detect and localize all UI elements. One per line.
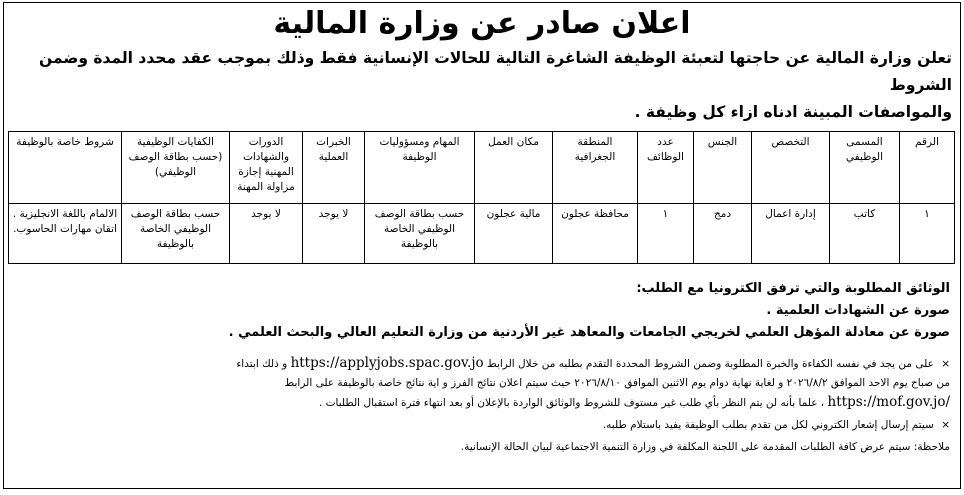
bullet-icon: × [941,358,950,370]
header-experience: الخبرات العملية [303,132,365,204]
cell-number: ١ [900,204,955,264]
remark-label: ملاحظة: [913,441,950,453]
page-title: اعلان صادر عن وزارة المالية [273,6,691,41]
documents-item-certificates: صورة عن الشهادات العلمية . [766,303,950,318]
note-notification-text: سيتم إرسال إشعار الكتروني لكل من تقدم بطلب الوظيفة يفيد باستلام طلبه. [602,419,934,431]
mof-link[interactable]: https://mof.gov.jo/ [827,394,950,410]
header-specialization: التخصص [752,132,830,204]
header-courses: الدورات والشهادات المهنية إجازة مزاولة المهنة [230,132,303,204]
remark-text: سيتم عرض كافة الطلبات المقدمة على اللجنة المكلفة في وزارة التنمية الاجتماعية لبيان الحالة الإنسانية. [460,441,911,453]
announcement-page [3,2,961,489]
documents-heading: الوثائق المطلوبة والتي ترفق الكترونيا مع الطلب: [636,281,950,296]
table-header-row [9,132,955,204]
header-duties: المهام ومسؤوليات الوظيفة [365,132,475,204]
cell-competencies: حسب بطاقة الوصف الوظيفي الخاصة بالوظيفة [122,204,230,264]
note-apply-terms: ، علما بأنه لن يتم النظر بأي طلب غير مستوف للشروط والوثائق الواردة بالإعلان أو بعد انتهاء فترة استقبال الطلبات . [318,397,825,409]
cell-specialization: إدارة اعمال [752,204,830,264]
jobs-table [8,131,955,264]
cell-special-conditions: الالمام باللغة الانجليزية . اتقان مهارات الحاسوب. [9,204,122,264]
note-apply-start: و ذلك ابتداء [236,358,288,370]
note-remark [14,438,950,457]
bullet-icon: × [941,419,950,431]
documents-item-equivalency: صورة عن معادلة المؤهل العلمي لخريجي الجامعات والمعاهد غير الأردنية من وزارة التعليم العالي والبحث العلمي . [228,325,950,340]
cell-vacancies: ١ [638,204,694,264]
header-number: الرقم [900,132,955,204]
header-workplace: مكان العمل [475,132,553,204]
note-apply-line-3 [14,393,950,413]
note-apply-line-2: من صباح يوم الاحد الموافق ٢٠٢٦/٨/٢ و لغاية نهاية دوام يوم الاثنين الموافق ٢٠٢٦/٨/١٠ حيث سيتم اعلان نتائج الفرز و اية نتائج خاصة بالوظيفة على الرابط [284,377,950,389]
intro-paragraph [4,45,960,126]
cell-gender: دمج [694,204,752,264]
intro-line-2: والمواصفات المبينة ادناه ازاء كل وظيفة . [634,103,952,121]
cell-experience: لا يوجد [303,204,365,264]
cell-region: محافظة عجلون [553,204,638,264]
cell-courses: لا يوجد [230,204,303,264]
note-apply-text: على من يجد في نفسه الكفاءة والخبرة المطلوبة وضمن الشروط المحددة التقدم بطلبه من خلال الرابط [487,358,934,370]
table-row [9,204,955,264]
cell-job-title: كاتب [830,204,900,264]
header-vacancies: عدد الوظائف [638,132,694,204]
notes-section [14,354,950,457]
cell-duties: حسب بطاقة الوصف الوظيفي الخاصة بالوظيفة [365,204,475,264]
header-region: المنطقة الجغرافية [553,132,638,204]
note-notification [14,416,950,435]
header-gender: الجنس [694,132,752,204]
note-apply-line-1 [14,354,950,374]
header-competencies: الكفايات الوظيفية (حسب بطاقة الوصف الوظيفي) [122,132,230,204]
header-special-conditions: شروط خاصة بالوظيفة [9,132,122,204]
intro-line-1: تعلن وزارة المالية عن حاجتها لتعبئة الوظيفة الشاغرة التالية للحالات الإنسانية فقط وذلك بموجب عقد محدد المدة وضمن الشروط [39,49,952,94]
header-job-title: المسمى الوظيفي [830,132,900,204]
apply-link[interactable]: https://applyjobs.spac.gov.jo [290,355,484,371]
cell-workplace: مالية عجلون [475,204,553,264]
